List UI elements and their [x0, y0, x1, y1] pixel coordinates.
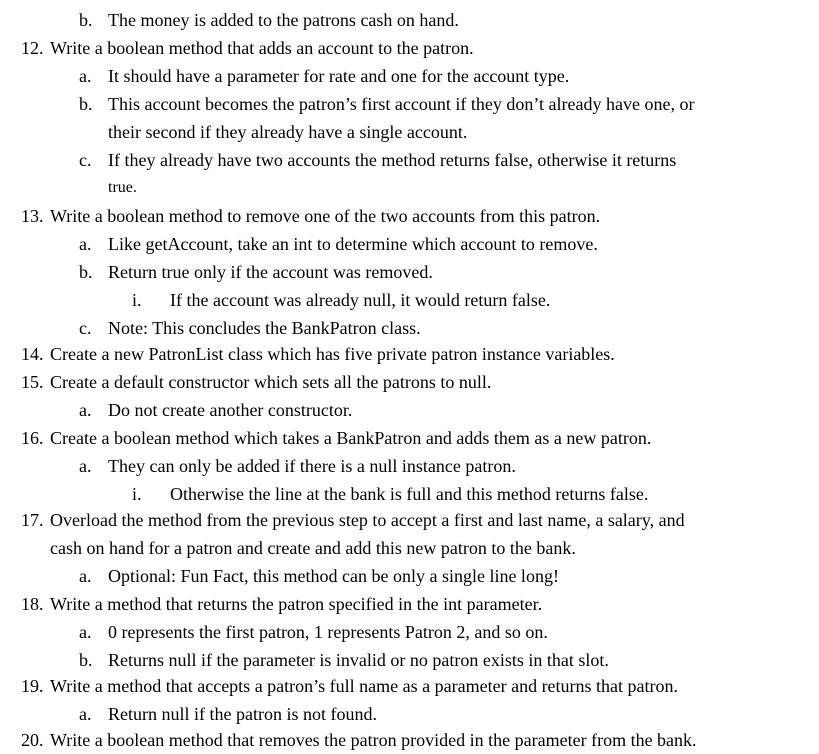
list-marker: a. [79, 704, 92, 724]
list-item-text: This account becomes the patron’s first account if they don’t already have one, or [108, 94, 695, 114]
list-item-text: It should have a parameter for rate and one for the account type. [108, 66, 570, 86]
list-item-text-continued: true. [108, 179, 137, 196]
list-item-text: Returns null if the parameter is invalid or no patron exists in that slot. [108, 650, 609, 670]
list-marker: i. [132, 484, 142, 504]
list-item-text: Write a method that returns the patron specified in the int parameter. [50, 594, 543, 614]
list-item-text-continued: cash on hand for a patron and create and add this new patron to the bank. [50, 538, 576, 558]
list-marker: a. [79, 66, 92, 86]
list-item-text: The money is added to the patrons cash on hand. [108, 10, 459, 30]
list-item-text: 0 represents the first patron, 1 represents Patron 2, and so on. [108, 622, 548, 642]
list-marker: b. [79, 94, 93, 114]
list-item-text-continued: their second if they already have a single account. [108, 122, 468, 142]
list-item-text: Create a new PatronList class which has five private patron instance variables. [50, 344, 615, 364]
list-marker: 14. [21, 344, 44, 364]
list-marker: c. [79, 318, 92, 338]
list-item-text: Write a boolean method that adds an account to the patron. [50, 38, 474, 58]
list-item-text: Like getAccount, take an int to determine which account to remove. [108, 234, 598, 254]
list-item-text: Create a default constructor which sets all the patrons to null. [50, 372, 492, 392]
list-item-text: Write a boolean method that removes the patron provided in the parameter from the bank. [50, 730, 697, 750]
list-item-text: Otherwise the line at the bank is full and this method returns false. [170, 484, 649, 504]
list-marker: b. [79, 10, 93, 30]
list-marker: i. [132, 290, 142, 310]
list-marker: a. [79, 622, 92, 642]
list-marker: a. [79, 234, 92, 254]
list-marker: b. [79, 650, 93, 670]
list-item-text: Write a method that accepts a patron’s full name as a parameter and returns that patron. [50, 676, 679, 696]
list-marker: 12. [21, 38, 44, 58]
list-marker: a. [79, 566, 92, 586]
list-item-text: If the account was already null, it would return false. [170, 290, 551, 310]
list-marker: b. [79, 262, 93, 282]
list-marker: 17. [21, 510, 44, 530]
list-item-text: Note: This concludes the BankPatron class. [108, 318, 421, 338]
list-item-text: Overload the method from the previous step to accept a first and last name, a salary, and [50, 510, 685, 530]
list-marker: 15. [21, 372, 44, 392]
list-item-text: Return null if the patron is not found. [108, 704, 377, 724]
list-item-text: Return true only if the account was removed. [108, 262, 433, 282]
list-item-text: They can only be added if there is a null instance patron. [108, 456, 516, 476]
list-item-text: Do not create another constructor. [108, 400, 353, 420]
list-marker: a. [79, 400, 92, 420]
list-item-text: If they already have two accounts the method returns false, otherwise it returns [108, 150, 677, 170]
list-marker: 13. [21, 206, 44, 226]
list-marker: 20. [21, 730, 44, 750]
list-marker: a. [79, 456, 92, 476]
list-item-text: Write a boolean method to remove one of the two accounts from this patron. [50, 206, 601, 226]
list-marker: 19. [21, 676, 44, 696]
list-item-text: Optional: Fun Fact, this method can be only a single line long! [108, 566, 559, 586]
list-marker: c. [79, 150, 92, 170]
list-marker: 18. [21, 594, 44, 614]
list-item-text: Create a boolean method which takes a BankPatron and adds them as a new patron. [50, 428, 652, 448]
list-marker: 16. [21, 428, 44, 448]
